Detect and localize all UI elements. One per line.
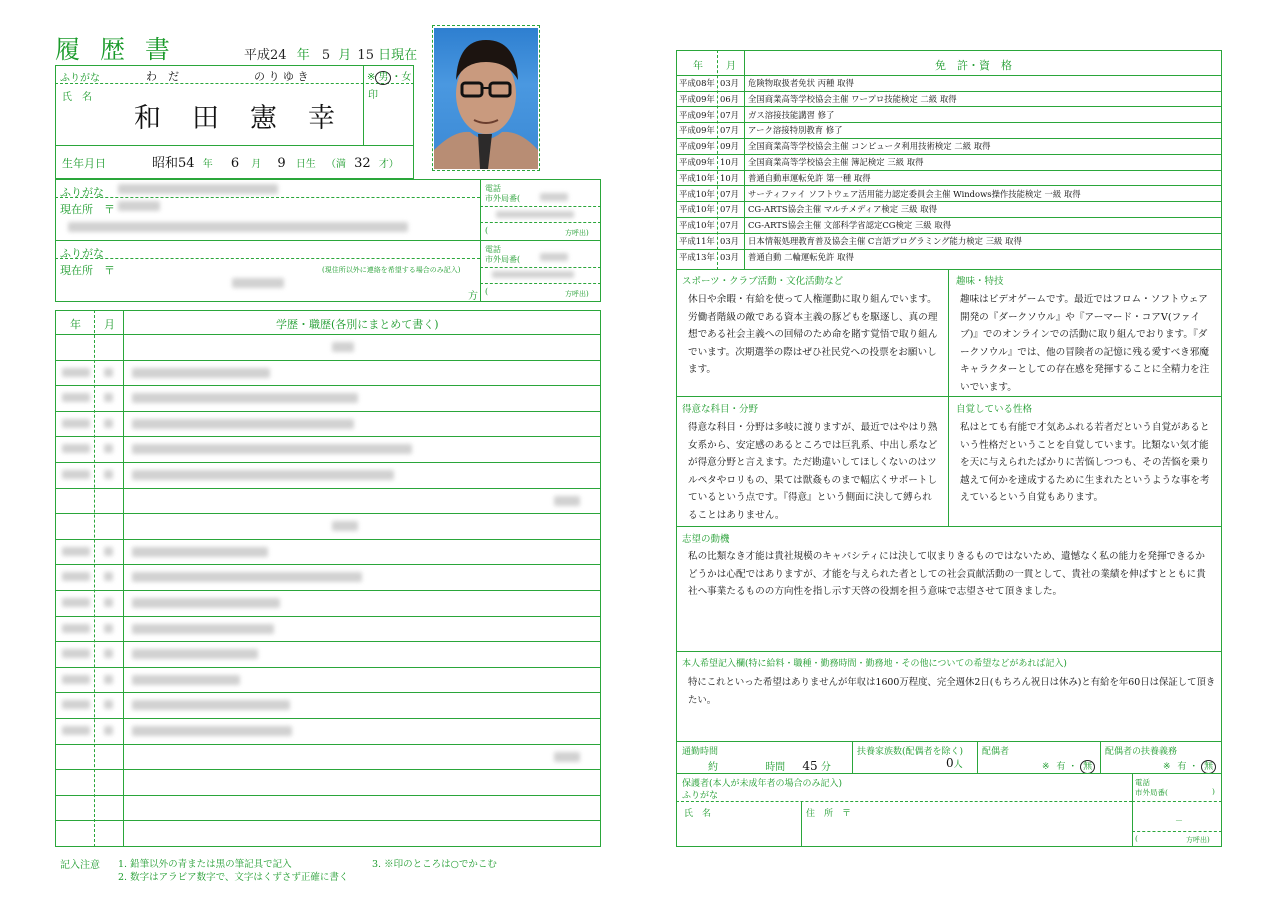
portrait-illustration	[434, 28, 538, 169]
name-label: 氏 名	[62, 92, 92, 103]
qualification-year: 平成11年	[679, 236, 715, 246]
history-entry-redacted	[132, 624, 274, 634]
age-open: （満	[325, 159, 346, 170]
spouse-support-mark: ※	[1163, 762, 1171, 772]
history-entry-redacted	[132, 572, 362, 582]
history-month-redacted	[104, 444, 113, 453]
qualification-row	[676, 154, 1221, 171]
date-year-unit: 年	[296, 48, 310, 63]
qualification-year: 平成10年	[679, 172, 715, 183]
spouse-mark: ※	[1042, 762, 1050, 772]
postal-code-redacted	[118, 201, 160, 211]
qualification-row	[676, 217, 1221, 234]
personality-text: 私はとても有能で才気あふれる若者だという自覚があるという性格だということを自覚しています。比類ない気才能を天に与えられたばかりに苦悩しつつも、その苦悩を乗り越えて何かを達成するために生まれたというような事を考えているという自覚もあります。	[960, 422, 1210, 503]
qualification-text: 普通自動 二輪運転免許 取得	[748, 251, 854, 262]
history-month-redacted	[104, 419, 113, 428]
history-row-divider	[55, 744, 601, 745]
qualification-year: 平成09年	[679, 125, 715, 136]
qualification-year: 平成10年	[679, 188, 715, 199]
qualification-text: 全国商業高等学校協会主催 簿記検定 三級 取得	[748, 157, 924, 167]
personality-label: 自覚している性格	[956, 404, 1033, 415]
dependents-label: 扶養家族数(配偶者を除く)	[857, 747, 964, 757]
qualification-row	[676, 91, 1221, 108]
history-row-divider	[55, 513, 601, 514]
birth-month: 6	[230, 156, 240, 171]
history-entry-redacted	[132, 444, 412, 454]
history-entry-redacted	[132, 598, 280, 608]
spouse-support-label: 配偶者の扶養義務	[1105, 747, 1178, 757]
history-row-divider	[55, 667, 601, 668]
qualification-year: 平成09年	[679, 141, 715, 152]
birth-year-unit: 年	[202, 159, 213, 170]
qualification-row	[676, 186, 1221, 203]
history-col-year: 年	[70, 318, 81, 331]
spouse-yes: 有	[1056, 762, 1066, 772]
qualification-month: 09月	[720, 141, 740, 152]
contact-area-code-redacted	[540, 253, 568, 261]
history-entry-redacted	[132, 470, 394, 480]
contact-paren-open: (	[485, 287, 489, 296]
note-1: 1. 鉛筆以外の青または黒の筆記具で記入	[118, 859, 292, 870]
spouse-selector[interactable]: ※ 有 ・ 無	[1042, 759, 1095, 774]
birth-day-unit: 日生	[295, 159, 316, 170]
qualification-row	[676, 138, 1221, 155]
wishes-text: 特にこれといった希望はありませんが年収は1600万程度、完全週休2日(もちろん祝日は休み)と有給を年60日は保証して頂きたい。	[688, 677, 1216, 706]
history-month-redacted	[104, 368, 113, 377]
qualification-row	[676, 107, 1221, 124]
history-year-redacted	[62, 675, 90, 684]
guardian-label: 保護者(本人が未成年者の場合のみ記入)	[682, 779, 843, 789]
qualification-row	[676, 75, 1221, 92]
age-close: 才）	[378, 159, 399, 170]
seal-label: 印	[368, 90, 378, 101]
spouse-label: 配偶者	[982, 747, 1010, 757]
history-row-divider	[55, 436, 601, 437]
gender-male-circled: 男	[375, 71, 391, 85]
qualification-month: 07月	[720, 125, 740, 136]
qualification-text: CG-ARTS協会主催 文部科学省認定CG検定 三級 取得	[748, 220, 952, 231]
qualification-year: 平成10年	[679, 204, 715, 215]
history-row-divider	[55, 692, 601, 693]
guardian-name-label: 氏 名	[684, 809, 712, 819]
history-row-divider	[55, 769, 601, 770]
address-furigana-redacted	[118, 184, 278, 194]
date-current	[244, 44, 417, 63]
qualification-year: 平成09年	[679, 93, 715, 104]
date-era: 平成24	[244, 48, 287, 63]
history-entry-redacted	[132, 547, 268, 557]
history-year-redacted	[62, 700, 90, 709]
date-month: 5	[321, 48, 331, 63]
commute-label: 通勤時間	[682, 747, 719, 757]
subjects-label: 得意な科目・分野	[682, 404, 759, 415]
history-row-divider	[55, 360, 601, 361]
contact-address-text: 現在所	[60, 264, 93, 277]
qualification-month: 07月	[720, 204, 740, 215]
qualification-year: 平成09年	[679, 157, 715, 167]
gender-female: 女	[401, 72, 412, 83]
contact-address-label	[60, 262, 115, 278]
history-row-divider	[55, 820, 601, 821]
dependents-count: 0	[946, 756, 954, 770]
commute-hours-unit: 時間	[765, 762, 786, 773]
phone-number-redacted	[496, 211, 574, 218]
postal-mark: 〒	[104, 203, 115, 216]
gender-selector[interactable]: ※ 男 ・女	[367, 72, 412, 83]
history-month-redacted	[104, 649, 113, 658]
qualification-year: 平成09年	[679, 109, 715, 120]
history-entry-redacted	[132, 393, 358, 403]
guardian-furigana-label: ふりがな	[682, 791, 719, 801]
applicant-name: 和 田 憲 幸	[134, 103, 337, 134]
history-year-redacted	[62, 470, 90, 479]
qualification-month: 03月	[720, 251, 740, 262]
guardian-postal-mark: 〒	[842, 809, 852, 819]
area-code-redacted	[540, 193, 568, 201]
address-furigana-label: ふりがな	[60, 186, 104, 199]
birth-month-unit: 月	[251, 159, 262, 170]
hobby-text: 趣味はビデオゲームです。最近ではフロム・ソフトウェア開発の『ダークソウル』や『アーマード・コアV(ファイブ)』でのオンラインでの活動に取り組んでおります。『ダークソウル』では、他の冒険者の記憶に残る愛すべき邪魔キャラクターとしての存在感を発揮することに全精力を注いでいます。	[960, 294, 1210, 393]
guardian-dash: －	[1175, 816, 1183, 825]
qualification-row	[676, 122, 1221, 139]
history-row-divider	[55, 539, 601, 540]
qualification-text: 全国商業高等学校協会主催 ワープロ技能検定 二級 取得	[748, 93, 957, 104]
qualification-text: ガス溶接技能講習 修了	[748, 109, 835, 120]
qualification-row	[676, 249, 1221, 265]
history-row-divider	[55, 564, 601, 565]
furigana-given: の り ゆ き	[254, 70, 309, 83]
qualification-text: CG-ARTS協会主催 マルチメディア検定 三級 取得	[748, 204, 937, 215]
qualification-text: サーティファイ ソフトウェア活用能力認定委員会主催 Windows操作技能検定 一級 取得	[748, 188, 1081, 199]
contact-address-redacted	[232, 278, 284, 288]
contact-phone-label: 電話	[485, 245, 501, 254]
history-year-redacted	[62, 624, 90, 633]
history-entry-redacted	[332, 521, 358, 531]
guardian-address-label	[806, 806, 851, 819]
guardian-paren-open: (	[1135, 834, 1138, 843]
qualification-text: 普通自動車運転免許 第一種 取得	[748, 172, 871, 183]
current-address-text: 現在所	[60, 203, 93, 216]
history-col-title: 学歴・職歴(各別にまとめて書く)	[276, 318, 439, 331]
history-year-redacted	[62, 598, 90, 607]
spouse-support-yes: 有	[1177, 762, 1187, 772]
history-year-redacted	[62, 419, 90, 428]
spouse-support-selector[interactable]: ※ 有 ・ 無	[1163, 759, 1216, 774]
current-address-label	[60, 201, 115, 217]
history-month-redacted	[104, 700, 113, 709]
qual-col-title: 免 許・資 格	[935, 59, 1012, 72]
commute-minutes-unit: 分	[820, 762, 831, 773]
care-of-label: 方	[468, 291, 478, 302]
guardian-phone-label: 電話	[1135, 778, 1150, 787]
subjects-text: 得意な科目・分野は多岐に渡りますが、最近ではやはり熟女系から、安定感のあるところでは巨乳系、中出し系などが得意分野と言えます。ただ勘違いしてほしくないのはツルペタやロリもの、果ては獣姦ものまで幅広くサポートしているという点です。『得意』という側面に決して縛られることはありません。	[688, 422, 938, 521]
history-row-divider	[55, 411, 601, 412]
document-title: 履 歴 書	[55, 35, 176, 64]
qualification-row	[676, 233, 1221, 250]
history-row-divider	[55, 795, 601, 796]
birth-label: 生年月日	[62, 157, 106, 170]
qualification-text: アーク溶接特別教育 修了	[748, 125, 843, 136]
date-month-unit: 月	[338, 48, 352, 63]
note-3: 3. ※印のところは○でかこむ	[372, 859, 497, 870]
qualification-row	[676, 170, 1221, 187]
history-month-redacted	[104, 624, 113, 633]
history-entry-redacted	[332, 342, 354, 352]
qualification-month: 06月	[720, 93, 740, 104]
spouse-support-no-circled: 無	[1201, 760, 1216, 774]
area-code-label: 市外局番(	[485, 194, 521, 203]
contact-area-code-label: 市外局番(	[485, 255, 521, 264]
history-row-divider	[55, 641, 601, 642]
history-month-redacted	[104, 726, 113, 735]
qualification-month: 03月	[720, 236, 740, 246]
qualification-year: 平成08年	[679, 78, 715, 88]
history-row-divider	[55, 462, 601, 463]
history-row-divider	[55, 334, 601, 335]
history-year-redacted	[62, 547, 90, 556]
history-row-divider	[55, 385, 601, 386]
qualification-month: 07月	[720, 109, 740, 120]
history-month-redacted	[104, 547, 113, 556]
contact-phone-redacted	[492, 271, 574, 278]
paren-open: (	[485, 226, 489, 235]
birth-date	[152, 152, 399, 171]
birth-day: 9	[277, 156, 286, 171]
commute-approx: 約	[708, 762, 718, 773]
motivation-label: 志望の動機	[682, 534, 730, 545]
qualification-text: 日本情報処理教育普及協会主催 C言語プログラミング能力検定 三級 取得	[748, 236, 1022, 246]
contact-postal-mark: 〒	[104, 264, 115, 277]
history-year-redacted	[62, 444, 90, 453]
history-month-redacted	[104, 393, 113, 402]
history-entry-redacted	[132, 700, 290, 710]
qualification-month: 03月	[720, 78, 740, 88]
history-entry-redacted	[132, 726, 292, 736]
phone-label: 電話	[485, 184, 501, 193]
dependents-value	[946, 756, 963, 770]
applicant-photo	[434, 28, 538, 169]
history-month-redacted	[104, 572, 113, 581]
furigana-label: ふりがな	[60, 73, 100, 84]
history-row-divider	[55, 616, 601, 617]
note-2: 2. 数字はアラビア数字で、文字はくずさず正確に書く	[118, 872, 349, 883]
motivation-text: 私の比類なき才能は貴社規模のキャパシティには決して収まりきるものではないため、遺憾なく私の能力を発揮できるかどうかは心配ではありますが、才能を与えられた者としての社会貢献活動の一貫として、貴社の業績を伸ばすとともに貴社へ事業たるものの方向性を指し示す天啓の役割を担う意味で志望させて頂きました。	[688, 551, 1206, 597]
guardian-address-text: 住 所	[806, 809, 834, 819]
address-redacted	[68, 222, 408, 232]
qualification-text: 全国商業高等学校協会主催 コンピュータ利用技術検定 二級 取得	[748, 141, 991, 152]
spouse-no-circled: 無	[1080, 760, 1095, 774]
qualification-year: 平成13年	[679, 251, 715, 262]
sports-label: スポーツ・クラブ活動・文化活動など	[682, 276, 844, 287]
history-year-redacted	[62, 726, 90, 735]
hobby-label: 趣味・特技	[956, 276, 1004, 287]
qualification-month: 07月	[720, 188, 740, 199]
history-month-redacted	[104, 598, 113, 607]
history-entry-redacted	[132, 675, 240, 685]
qualification-text: 危険物取扱者免状 丙種 取得	[748, 78, 854, 88]
date-suffix: 日現在	[378, 48, 418, 63]
date-day: 15	[357, 48, 374, 63]
contact-note: (現住所以外に連絡を希望する場合のみ記入)	[322, 266, 461, 274]
qualification-year: 平成10年	[679, 220, 715, 231]
history-row-divider	[55, 590, 601, 591]
commute-value	[708, 758, 831, 773]
history-entry-redacted	[132, 368, 270, 378]
furigana-family: わ だ	[146, 70, 179, 83]
contact-furigana-label: ふりがな	[60, 247, 104, 260]
notes-label: 記入注意	[60, 860, 100, 871]
age-value: 32	[354, 156, 371, 171]
history-year-redacted	[62, 649, 90, 658]
history-entry-redacted	[132, 649, 258, 659]
guardian-call-label: 方呼出)	[1186, 836, 1210, 844]
gender-mark: ※	[367, 72, 376, 83]
dependents-unit: 人	[953, 760, 963, 770]
guardian-area-code-label: 市外局番(	[1135, 788, 1168, 797]
history-entry-redacted	[554, 752, 580, 762]
history-year-redacted	[62, 572, 90, 581]
history-year-redacted	[62, 393, 90, 402]
contact-call-label: 方呼出)	[565, 290, 589, 298]
history-col-month: 月	[104, 318, 115, 331]
wishes-label: 本人希望記入欄(特に給料・職種・勤務時間・勤務地・その他についての希望などがあれば記入)	[682, 659, 1067, 669]
guardian-area-code-close: )	[1212, 787, 1215, 796]
qualification-month: 10月	[720, 157, 740, 167]
history-entry-redacted	[554, 496, 580, 506]
history-row-divider	[55, 718, 601, 719]
qual-col-year: 年	[693, 61, 703, 72]
qualification-row	[676, 201, 1221, 218]
call-label: 方呼出)	[565, 229, 589, 237]
history-month-redacted	[104, 470, 113, 479]
history-row-divider	[55, 488, 601, 489]
history-month-redacted	[104, 675, 113, 684]
qualification-month: 07月	[720, 220, 740, 231]
history-year-redacted	[62, 368, 90, 377]
sports-text: 休日や余暇・有給を使って人権運動に取り組んでいます。労働者階級の敵である資本主義の豚どもを駆逐し、真の理想である社会主義への回帰のため命を賭す覚悟で取り組んでいます。次期選挙の際はぜひ社民党への投票をお願いします。	[688, 294, 938, 375]
commute-minutes: 45	[802, 759, 818, 773]
qualification-month: 10月	[720, 172, 740, 183]
qual-col-month: 月	[726, 61, 736, 72]
birth-era: 昭和54	[152, 156, 195, 171]
history-entry-redacted	[132, 419, 354, 429]
